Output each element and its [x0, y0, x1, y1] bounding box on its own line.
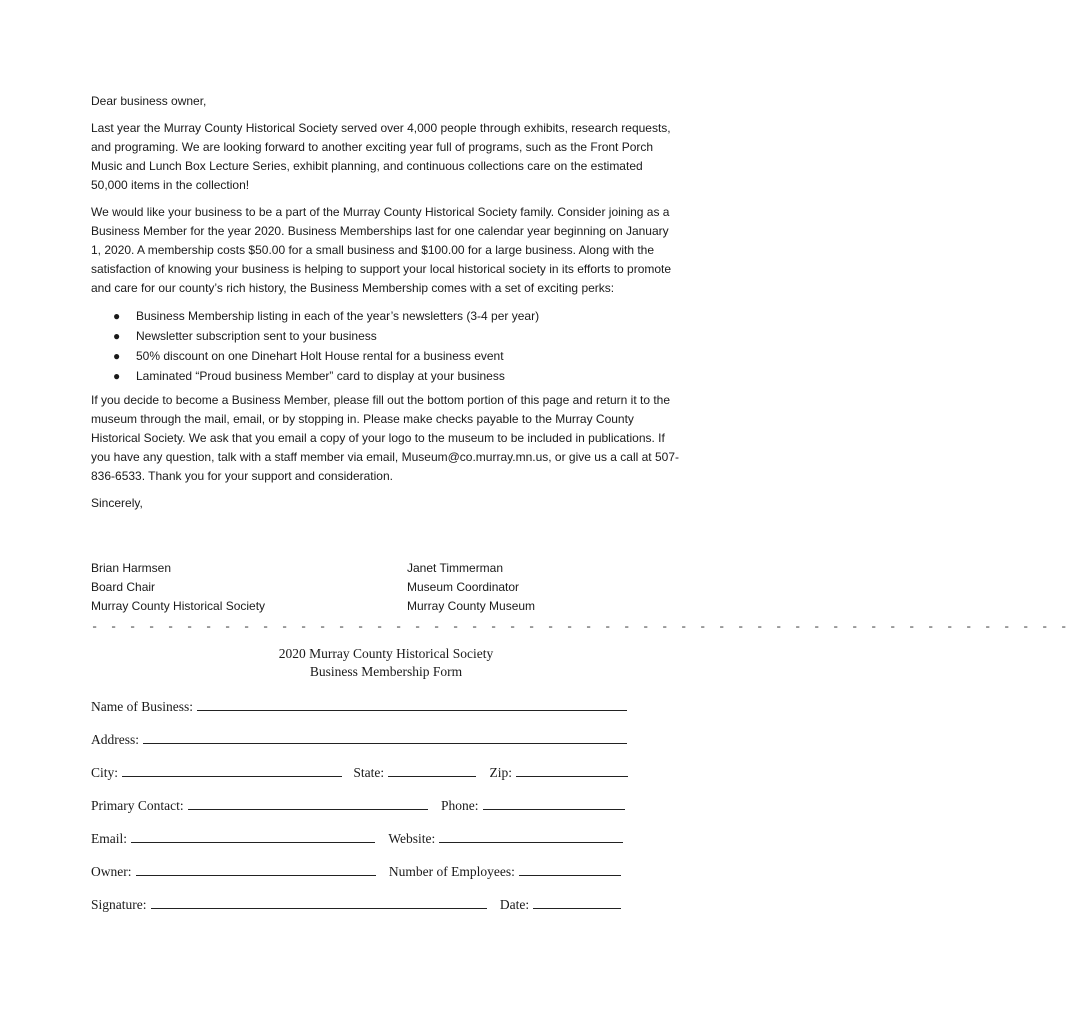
city-field[interactable] — [122, 763, 342, 777]
signer-org: Murray County Historical Society — [91, 599, 266, 613]
bullet-icon: ● — [113, 349, 121, 363]
signer-title: Board Chair — [91, 580, 156, 594]
employees-label: Number of Employees: — [388, 864, 515, 879]
signature-label: Signature: — [91, 897, 147, 912]
phone-label: Phone: — [440, 798, 479, 813]
signer-org: Murray County Museum — [407, 599, 536, 613]
form-row-owner — [91, 862, 621, 882]
owner-field[interactable] — [136, 862, 376, 876]
form-row-email — [91, 829, 623, 849]
business-name-label: Name of Business: — [91, 699, 193, 714]
perk-text: 50% discount on one Dinehart Holt House rental for a business event — [136, 349, 504, 363]
form-row-business — [91, 697, 627, 717]
membership-form — [91, 645, 681, 912]
signer-name: Janet Timmerman — [407, 561, 504, 575]
date-field[interactable] — [533, 895, 621, 909]
perk-item — [91, 346, 681, 366]
signature-left — [91, 559, 265, 616]
form-row-city — [91, 763, 628, 783]
date-label: Date: — [499, 897, 530, 912]
primary-contact-field[interactable] — [188, 796, 428, 810]
perk-item — [91, 366, 681, 386]
salutation: Dear business owner, — [91, 94, 207, 108]
form-row-signature — [91, 895, 621, 915]
employees-field[interactable] — [519, 862, 621, 876]
perks-list — [91, 306, 681, 386]
cut-line-divider: - - - - - - - - - - - - - - - - - - - - - - - - - - - - - - - - - - - - - - - - - - - - - - - - - - - - — [91, 620, 1070, 634]
email-label: Email: — [91, 831, 127, 846]
perk-item — [91, 326, 681, 346]
closing: Sincerely, — [91, 496, 143, 510]
perk-item — [91, 306, 681, 326]
letter-paragraph-2: We would like your business to be a part of the Murray County Historical Society family. Consider joining as a Business Member for the year 2020. Business Memberships last for one calendar year beginning on January 1, 2020. A membership costs $50.00 for a small business and $100.00 for a large business. Along with the satisfaction of knowing your business is helping to support your local historical society in its efforts to promote and care for our county’s rich history, the Business Membership comes with a set of exciting perks: — [91, 205, 672, 295]
signer-name: Brian Harmsen — [91, 561, 172, 575]
signer-title: Museum Coordinator — [407, 580, 520, 594]
city-label: City: — [91, 765, 119, 780]
zip-field[interactable] — [516, 763, 628, 777]
state-field[interactable] — [388, 763, 476, 777]
signature-right — [407, 559, 535, 616]
letter-paragraph-1: Last year the Murray County Historical Society served over 4,000 people through exhibits, research requests, and programing. We are looking forward to another exciting year full of programs, such as the Front Porch Music and Lunch Box Lecture Series, exhibit planning, and continuous collections care on the estimated 50,000 items in the collection! — [91, 121, 671, 192]
primary-contact-label: Primary Contact: — [91, 798, 184, 813]
letter-body — [91, 92, 681, 521]
letter-paragraph-3: If you decide to become a Business Member, please fill out the bottom portion of this page and return it to the museum through the mail, email, or by stopping in. Please make checks payable to the Murray County Historical Society. We ask that you email a copy of your logo to the museum to be included in publications. If you have any question, talk with a staff member via email, Museum@co.murray.mn.us, or give us a call at 507-836-6533. Thank you for your support and consideration. — [91, 393, 679, 483]
address-label: Address: — [91, 732, 139, 747]
signature-field[interactable] — [151, 895, 487, 909]
form-title-line-1: 2020 Murray County Historical Society — [278, 646, 494, 661]
form-row-contact — [91, 796, 625, 816]
perk-text: Newsletter subscription sent to your business — [136, 329, 377, 343]
email-field[interactable] — [131, 829, 375, 843]
perk-text: Laminated “Proud business Member” card to display at your business — [136, 369, 505, 383]
form-title-line-2: Business Membership Form — [309, 664, 463, 679]
owner-label: Owner: — [91, 864, 132, 879]
phone-field[interactable] — [483, 796, 625, 810]
state-label: State: — [353, 765, 385, 780]
business-name-field[interactable] — [197, 697, 627, 711]
address-field[interactable] — [143, 730, 627, 744]
bullet-icon: ● — [113, 369, 121, 383]
website-label: Website: — [388, 831, 436, 846]
zip-label: Zip: — [489, 765, 513, 780]
website-field[interactable] — [439, 829, 623, 843]
form-row-address — [91, 730, 627, 750]
perk-text: Business Membership listing in each of the year’s newsletters (3-4 per year) — [136, 309, 540, 323]
bullet-icon: ● — [113, 309, 121, 323]
bullet-icon: ● — [113, 329, 121, 343]
